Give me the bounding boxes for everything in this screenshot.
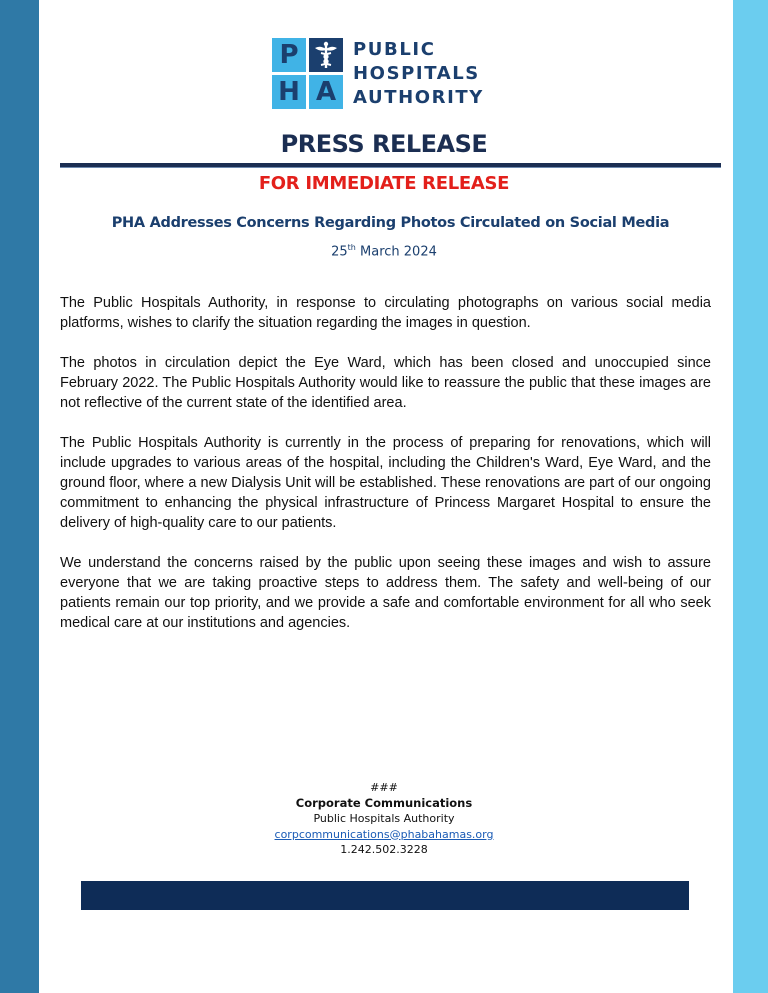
end-marker: ### xyxy=(370,781,398,794)
release-type: FOR IMMEDIATE RELEASE xyxy=(258,173,510,194)
date-month-year: March 2024 xyxy=(355,244,437,260)
logo-grid xyxy=(272,38,343,109)
contact-footer xyxy=(0,780,768,858)
logo-line-public: PUBLIC xyxy=(353,39,436,60)
logo-letter-p: P xyxy=(272,38,306,72)
date-suffix: th xyxy=(347,243,356,252)
body-paragraph: The photos in circulation depict the Eye Ward, which has been closed and unoccupied since February 2022. The Public Hospitals Authority would like to reassure the public that these images are not reflective of the current state of the identified area. xyxy=(60,355,711,411)
press-release-title: PRESS RELEASE xyxy=(280,130,488,158)
body-paragraph: The Public Hospitals Authority is currently in the process of preparing for renovations, which will include upgrades to various areas of the hospital, including the Children's Ward, Eye Ward, and the ground floor, where a new Dialysis Unit will be established. These renovations are part of our ongoing commitment to enhancing the physical infrastructure of Princess Margaret Hospital to ensure the delivery of high-quality care to our patients. xyxy=(60,435,711,531)
footer-bar xyxy=(81,881,689,910)
release-date xyxy=(0,243,768,259)
pha-logo xyxy=(272,38,502,110)
contact-phone: 1.242.502.3228 xyxy=(340,843,428,856)
logo-letter-h: H xyxy=(272,75,306,109)
logo-line-hospitals: HOSPITALS xyxy=(353,63,480,84)
logo-wordmark xyxy=(353,38,503,110)
title-divider xyxy=(60,163,721,168)
department-name: Corporate Communications xyxy=(295,795,473,810)
organization-name: Public Hospitals Authority xyxy=(313,812,455,825)
contact-email-link[interactable]: corpcommunications@phabahamas.org xyxy=(274,827,494,841)
logo-letter-a: A xyxy=(309,75,343,109)
release-body xyxy=(60,293,711,653)
headline: PHA Addresses Concerns Regarding Photos Circulated on Social Media xyxy=(111,215,670,231)
date-day: 25 xyxy=(331,244,348,260)
logo-line-authority: AUTHORITY xyxy=(353,87,484,108)
body-paragraph: We understand the concerns raised by the public upon seeing these images and wish to assure everyone that we are taking proactive steps to address them. The safety and well-being of our patients remain our top priority, and we provide a safe and comfortable environment for all who seek medical care at our institutions and agencies. xyxy=(60,555,711,631)
body-paragraph: The Public Hospitals Authority, in response to circulating photographs on various social media platforms, wishes to clarify the situation regarding the images in question. xyxy=(60,295,711,331)
caduceus-icon xyxy=(309,38,343,72)
